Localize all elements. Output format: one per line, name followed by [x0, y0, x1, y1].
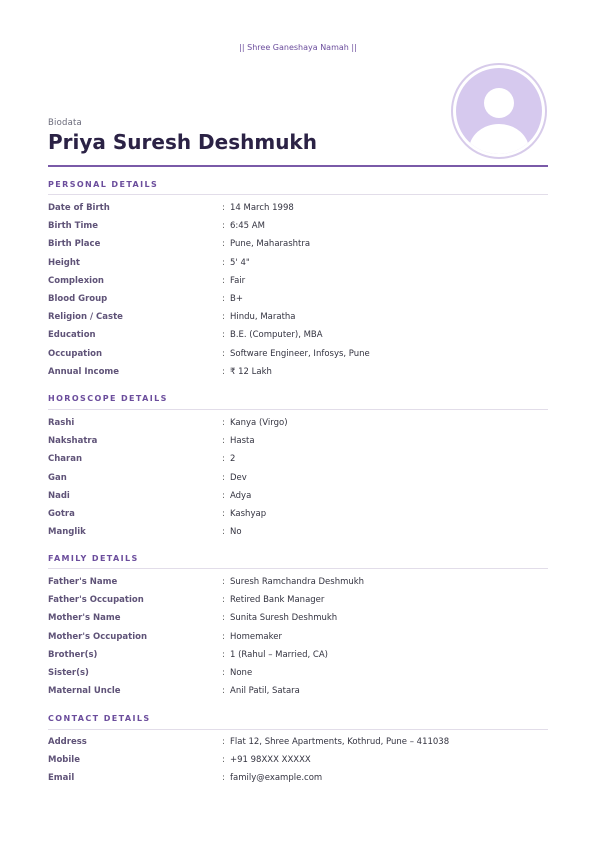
detail-label: Complexion — [48, 275, 104, 286]
detail-row — [48, 613, 548, 627]
detail-separator: : — [222, 312, 225, 323]
detail-row — [48, 686, 548, 700]
detail-label: Mother's Occupation — [48, 631, 148, 642]
detail-value: +91 98XXX XXXXX — [230, 755, 311, 766]
detail-separator: : — [222, 239, 225, 250]
detail-label: Height — [48, 257, 80, 268]
detail-separator: : — [222, 773, 225, 784]
detail-separator: : — [222, 631, 225, 642]
detail-row — [48, 203, 548, 217]
detail-label: Annual Income — [48, 366, 120, 377]
detail-separator: : — [222, 221, 225, 232]
detail-label: Education — [48, 330, 96, 341]
detail-label: Father's Occupation — [48, 595, 144, 606]
detail-row — [48, 294, 548, 308]
photo-placeholder — [456, 68, 542, 154]
detail-value: ₹ 12 Lakh — [230, 366, 272, 377]
detail-separator: : — [222, 613, 225, 624]
detail-separator: : — [222, 330, 225, 341]
candidate-name: Priya Suresh Deshmukh — [48, 130, 317, 154]
detail-label: Nadi — [48, 490, 70, 501]
detail-value: Kanya (Virgo) — [230, 418, 288, 428]
detail-label: Brother(s) — [48, 649, 98, 660]
detail-label: Charan — [48, 454, 83, 465]
detail-label: Religion / Caste — [48, 312, 123, 323]
detail-value: Pune, Maharashtra — [230, 239, 311, 250]
detail-row — [48, 595, 548, 609]
detail-label: Date of Birth — [48, 203, 110, 213]
section-divider — [48, 194, 548, 195]
detail-row — [48, 509, 548, 523]
section-title-personal: PERSONAL DETAILS — [48, 180, 159, 189]
detail-separator: : — [222, 509, 225, 519]
detail-value: No — [230, 527, 242, 538]
detail-value: Retired Bank Manager — [230, 595, 325, 606]
biodata-eyebrow: Biodata — [48, 118, 82, 128]
detail-separator: : — [222, 366, 225, 377]
detail-separator: : — [222, 203, 225, 213]
detail-label: Manglik — [48, 527, 86, 538]
detail-separator: : — [222, 577, 225, 587]
detail-value: Dev — [230, 472, 247, 483]
detail-row — [48, 491, 548, 505]
detail-row — [48, 650, 548, 664]
detail-row — [48, 632, 548, 646]
section-title-family: FAMILY DETAILS — [48, 554, 139, 563]
detail-label: Rashi — [48, 418, 75, 428]
detail-value: Homemaker — [230, 631, 282, 642]
detail-row — [48, 276, 548, 290]
detail-value: Sunita Suresh Deshmukh — [230, 613, 338, 624]
detail-row — [48, 330, 548, 344]
detail-value: None — [230, 668, 253, 678]
detail-separator: : — [222, 649, 225, 660]
detail-row — [48, 773, 548, 787]
detail-label: Address — [48, 737, 87, 747]
detail-separator: : — [222, 294, 225, 304]
detail-label: Occupation — [48, 348, 103, 359]
detail-row — [48, 454, 548, 468]
detail-separator: : — [222, 454, 225, 465]
section-divider — [48, 568, 548, 569]
detail-label: Birth Place — [48, 239, 101, 250]
detail-value: Anil Patil, Satara — [230, 686, 300, 697]
detail-label: Mother's Name — [48, 613, 121, 624]
detail-value: 2 — [230, 454, 236, 465]
detail-row — [48, 221, 548, 235]
detail-separator: : — [222, 275, 225, 286]
detail-separator: : — [222, 668, 225, 678]
detail-label: Gotra — [48, 509, 75, 519]
detail-value: Adya — [230, 490, 252, 501]
detail-label: Nakshatra — [48, 436, 98, 447]
detail-value: 6:45 AM — [230, 221, 265, 232]
detail-value: family@example.com — [230, 773, 323, 784]
detail-label: Sister(s) — [48, 668, 89, 678]
detail-row — [48, 258, 548, 272]
detail-row — [48, 349, 548, 363]
detail-value: Fair — [230, 275, 246, 286]
detail-row — [48, 473, 548, 487]
section-divider — [48, 729, 548, 730]
detail-value: Software Engineer, Infosys, Pune — [230, 348, 370, 359]
detail-row — [48, 436, 548, 450]
detail-separator: : — [222, 527, 225, 538]
detail-separator: : — [222, 257, 225, 268]
detail-separator: : — [222, 686, 225, 697]
detail-label: Father's Name — [48, 577, 118, 587]
user-avatar-icon — [456, 68, 542, 154]
detail-separator: : — [222, 472, 225, 483]
detail-value: B.E. (Computer), MBA — [230, 330, 323, 341]
detail-value: Hindu, Maratha — [230, 312, 296, 323]
detail-separator: : — [222, 490, 225, 501]
detail-row — [48, 668, 548, 682]
detail-row — [48, 755, 548, 769]
detail-value: Flat 12, Shree Apartments, Kothrud, Pune – 411038 — [230, 737, 450, 747]
detail-row — [48, 367, 548, 381]
detail-label: Blood Group — [48, 294, 108, 304]
detail-separator: : — [222, 348, 225, 359]
detail-value: 5' 4" — [230, 257, 250, 268]
detail-separator: : — [222, 595, 225, 606]
detail-value: B+ — [230, 294, 243, 304]
detail-value: 14 March 1998 — [230, 203, 294, 213]
detail-value: Suresh Ramchandra Deshmukh — [230, 577, 365, 587]
detail-row — [48, 577, 548, 591]
section-title-contact: CONTACT DETAILS — [48, 714, 151, 723]
detail-row — [48, 312, 548, 326]
header-rule — [48, 165, 548, 167]
detail-separator: : — [222, 737, 225, 747]
section-title-horoscope: HOROSCOPE DETAILS — [48, 394, 168, 403]
detail-label: Maternal Uncle — [48, 686, 121, 697]
detail-row — [48, 418, 548, 432]
detail-value: Hasta — [230, 436, 255, 447]
detail-row — [48, 239, 548, 253]
detail-label: Mobile — [48, 755, 80, 766]
detail-value: 1 (Rahul – Married, CA) — [230, 649, 328, 660]
profile-photo — [451, 63, 547, 159]
detail-label: Birth Time — [48, 221, 98, 232]
detail-label: Email — [48, 773, 75, 784]
detail-separator: : — [222, 436, 225, 447]
detail-label: Gan — [48, 472, 67, 483]
detail-separator: : — [222, 418, 225, 428]
detail-row — [48, 737, 548, 751]
detail-value: Kashyap — [230, 509, 267, 519]
section-divider — [48, 409, 548, 410]
invocation: || Shree Ganeshaya Namah || — [239, 43, 357, 52]
detail-row — [48, 527, 548, 541]
detail-separator: : — [222, 755, 225, 766]
